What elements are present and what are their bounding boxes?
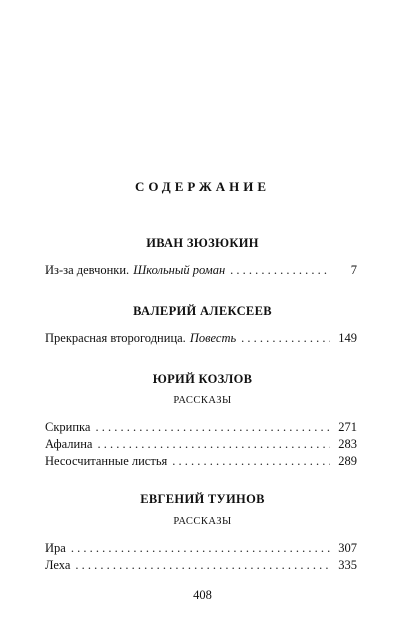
dot-leader — [230, 263, 330, 278]
entry-page-number: 7 — [350, 263, 357, 277]
entry-title: Из-за девчонки. — [45, 263, 130, 277]
toc-entry[interactable] — [45, 541, 357, 557]
entry-title: Леха — [45, 558, 71, 572]
toc-entry[interactable] — [45, 420, 357, 436]
entry-genre: Повесть — [189, 331, 237, 345]
page-number: 408 — [193, 588, 212, 602]
toc-entry[interactable] — [45, 437, 357, 453]
author-heading: ИВАН ЗЮЗЮКИН — [146, 236, 259, 250]
toc-heading: СОДЕРЖАНИЕ — [134, 179, 271, 194]
dot-leader — [172, 454, 330, 469]
author-heading: ВАЛЕРИЙ АЛЕКСЕЕВ — [133, 304, 272, 318]
dot-leader — [75, 558, 330, 573]
toc-entry[interactable] — [45, 558, 357, 574]
toc-entry[interactable] — [45, 454, 357, 470]
toc-entry[interactable] — [45, 263, 357, 279]
dot-leader — [95, 420, 330, 435]
entry-genre: Школьный роман — [133, 263, 226, 277]
author-heading: ЮРИЙ КОЗЛОВ — [152, 372, 253, 386]
dot-leader — [97, 437, 330, 452]
entry-title: Скрипка — [45, 420, 91, 434]
entry-page-number: 149 — [338, 331, 357, 345]
entry-title: Афалина — [45, 437, 93, 451]
entry-page-number: 307 — [338, 541, 357, 555]
entry-title: Прекрасная второгодница. — [45, 331, 186, 345]
section-subtitle: РАССКАЗЫ — [173, 395, 232, 406]
dot-leader — [241, 331, 330, 346]
toc-entry[interactable] — [45, 331, 357, 347]
section-subtitle: РАССКАЗЫ — [173, 516, 232, 527]
entry-title: Ира — [45, 541, 66, 555]
dot-leader — [71, 541, 330, 556]
entry-title: Несосчитанные листья — [45, 454, 168, 468]
entry-page-number: 271 — [338, 420, 357, 434]
entry-page-number: 283 — [338, 437, 357, 451]
entry-page-number: 289 — [338, 454, 357, 468]
entry-page-number: 335 — [338, 558, 357, 572]
author-heading: ЕВГЕНИЙ ТУИНОВ — [140, 492, 265, 506]
